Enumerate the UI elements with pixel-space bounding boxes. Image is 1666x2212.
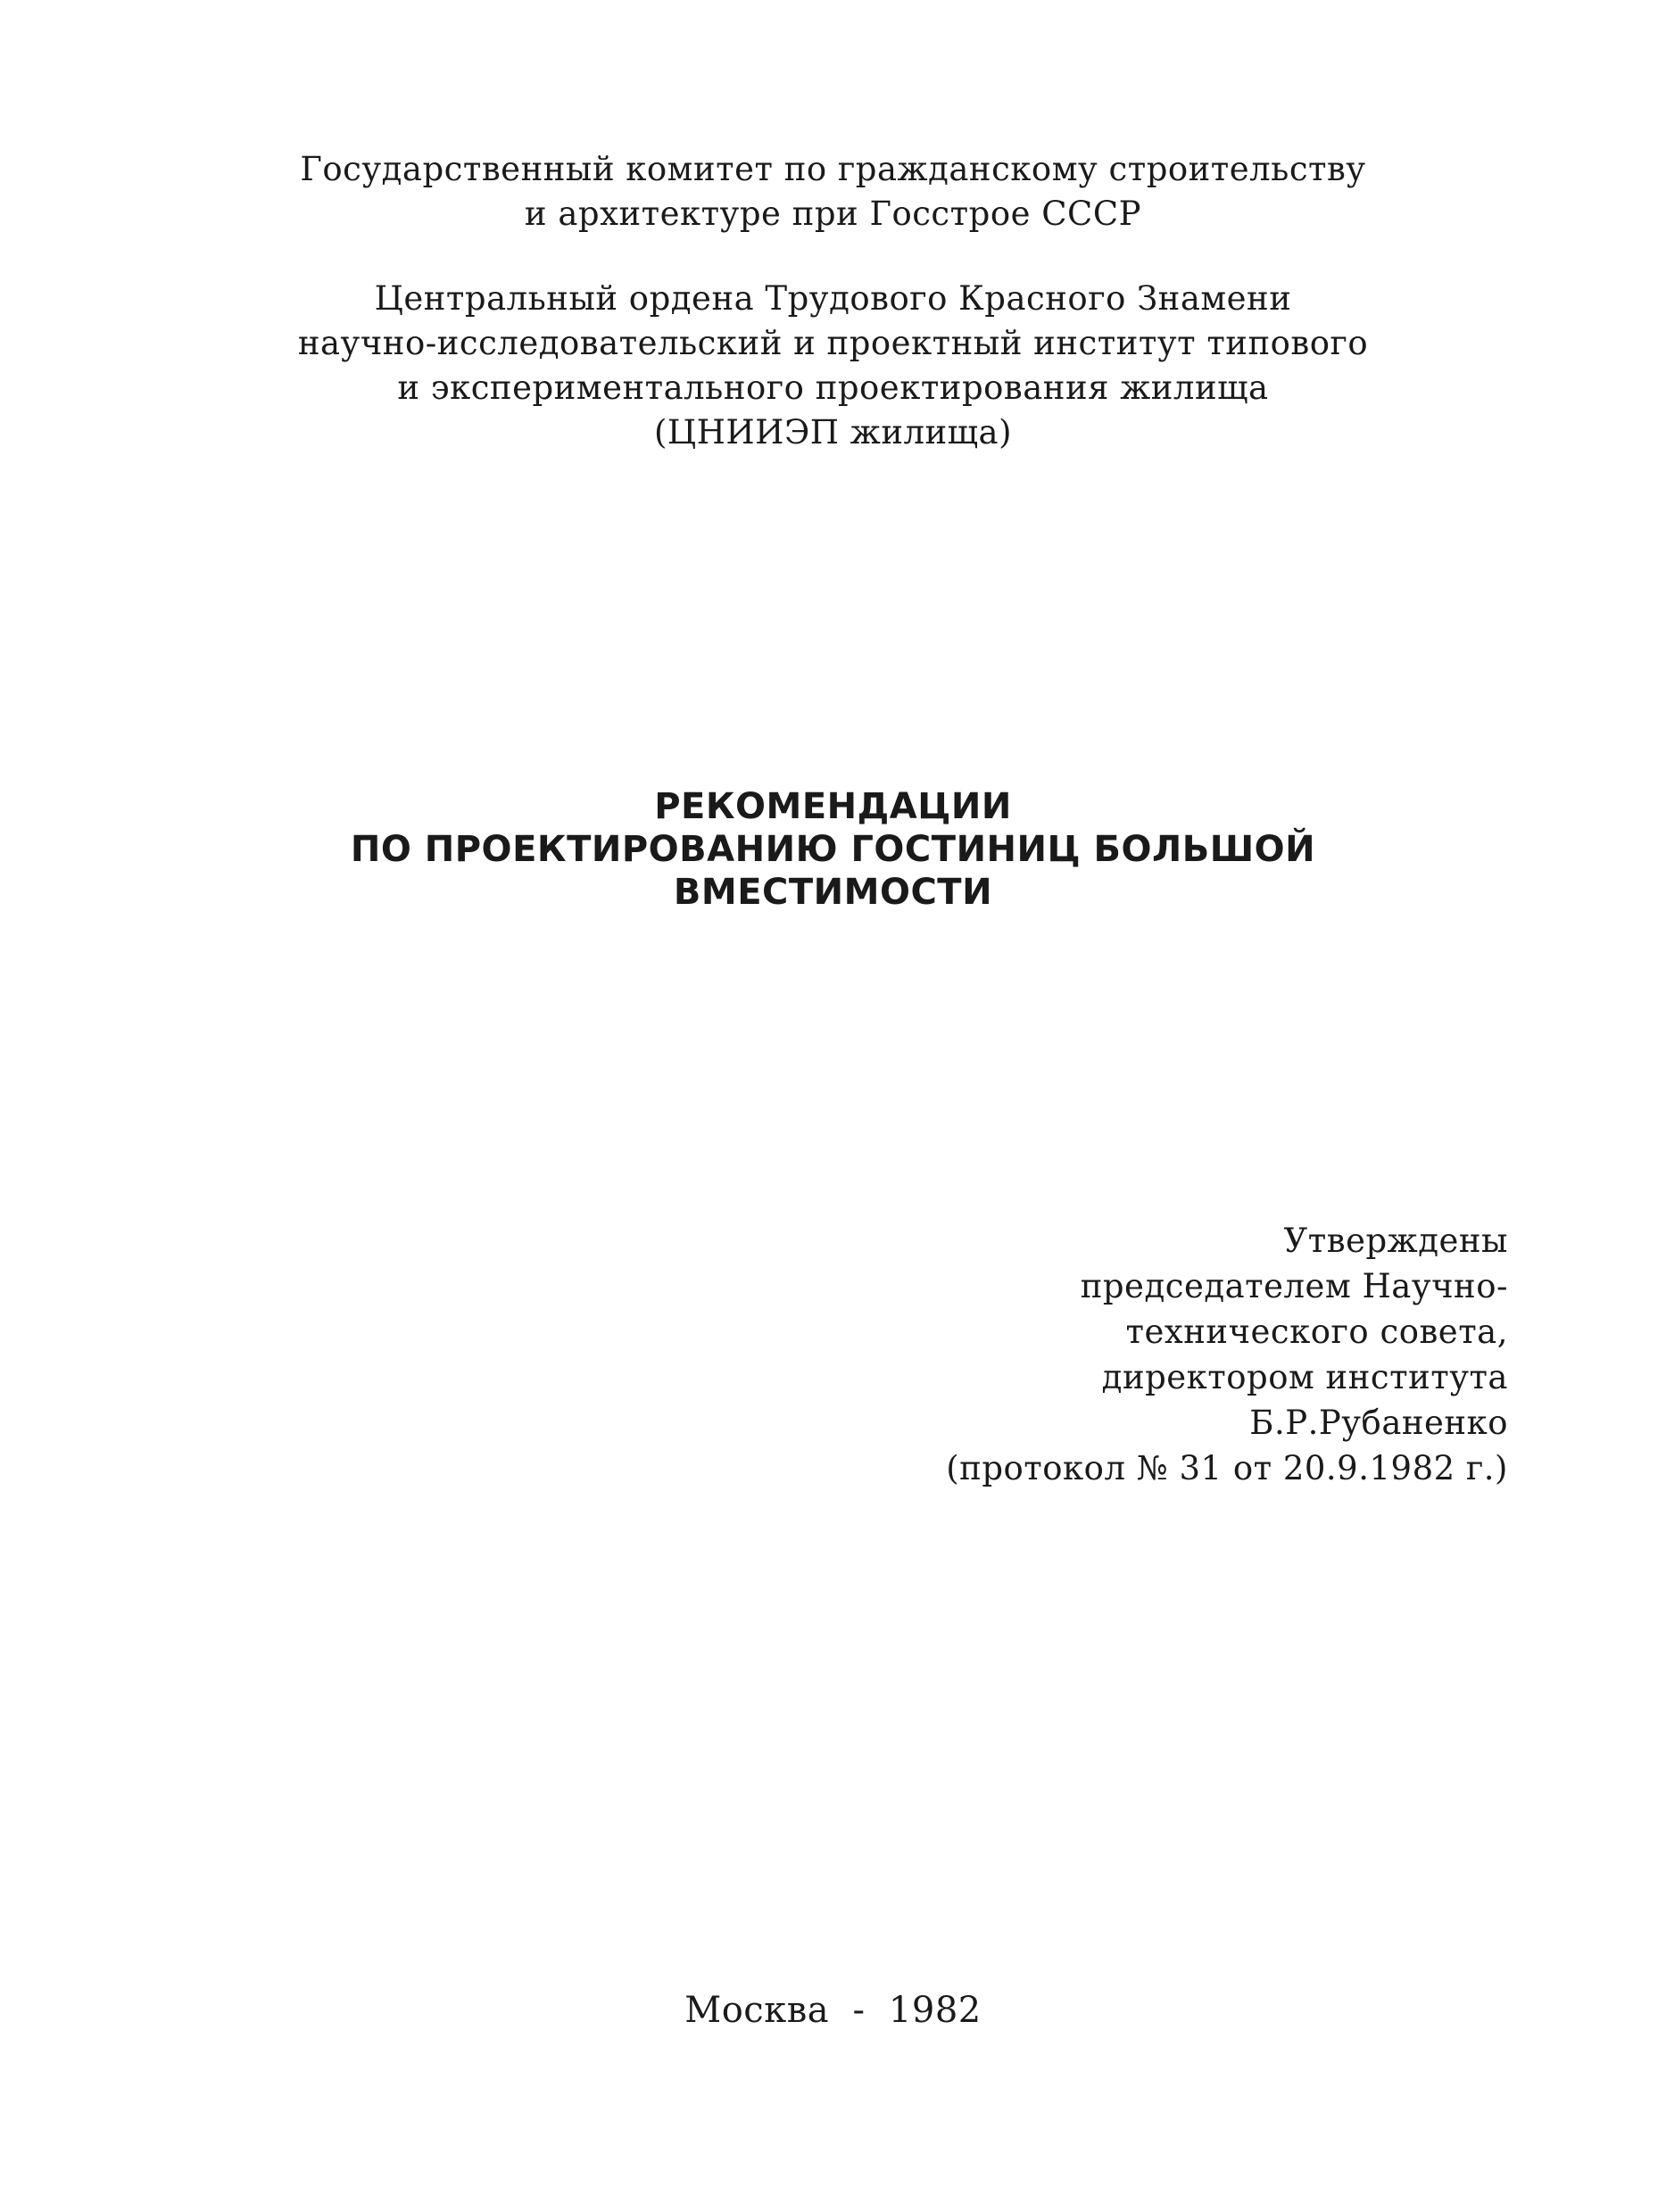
approval-line-6: (протокол № 31 от 20.9.1982 г.) (946, 1449, 1508, 1487)
approval-line-1: Утверждены (1283, 1222, 1508, 1260)
committee-line-1: Государственный комитет по гражданскому строительству (300, 150, 1366, 188)
footer-place-year (0, 1988, 1666, 2033)
committee-line-2: и архитектуре при Госстрое СССР (524, 195, 1142, 233)
approval-block (946, 1218, 1508, 1491)
committee-heading (0, 147, 1666, 236)
approval-line-3: технического совета, (1125, 1313, 1508, 1351)
institute-heading (0, 277, 1666, 455)
approval-line-4: директором института (1101, 1358, 1508, 1396)
institute-line-3: и экспериментального проектирования жилища (397, 369, 1269, 407)
title-line-1: РЕКОМЕНДАЦИИ (654, 786, 1012, 827)
title-line-2: ПО ПРОЕКТИРОВАНИЮ ГОСТИНИЦ БОЛЬШОЙ (350, 829, 1316, 870)
document-title (0, 785, 1666, 914)
footer-text: Москва - 1982 (684, 1990, 982, 2031)
approval-line-2: председателем Научно- (1080, 1267, 1508, 1305)
institute-line-2: научно-исследовательский и проектный институт типового (297, 324, 1369, 362)
approval-line-5: Б.Р.Рубаненко (1249, 1404, 1508, 1442)
institute-line-4: (ЦНИИЭП жилища) (653, 413, 1013, 452)
institute-line-1: Центральный ордена Трудового Красного Знамени (374, 279, 1292, 318)
title-line-3: ВМЕСТИМОСТИ (673, 872, 993, 913)
